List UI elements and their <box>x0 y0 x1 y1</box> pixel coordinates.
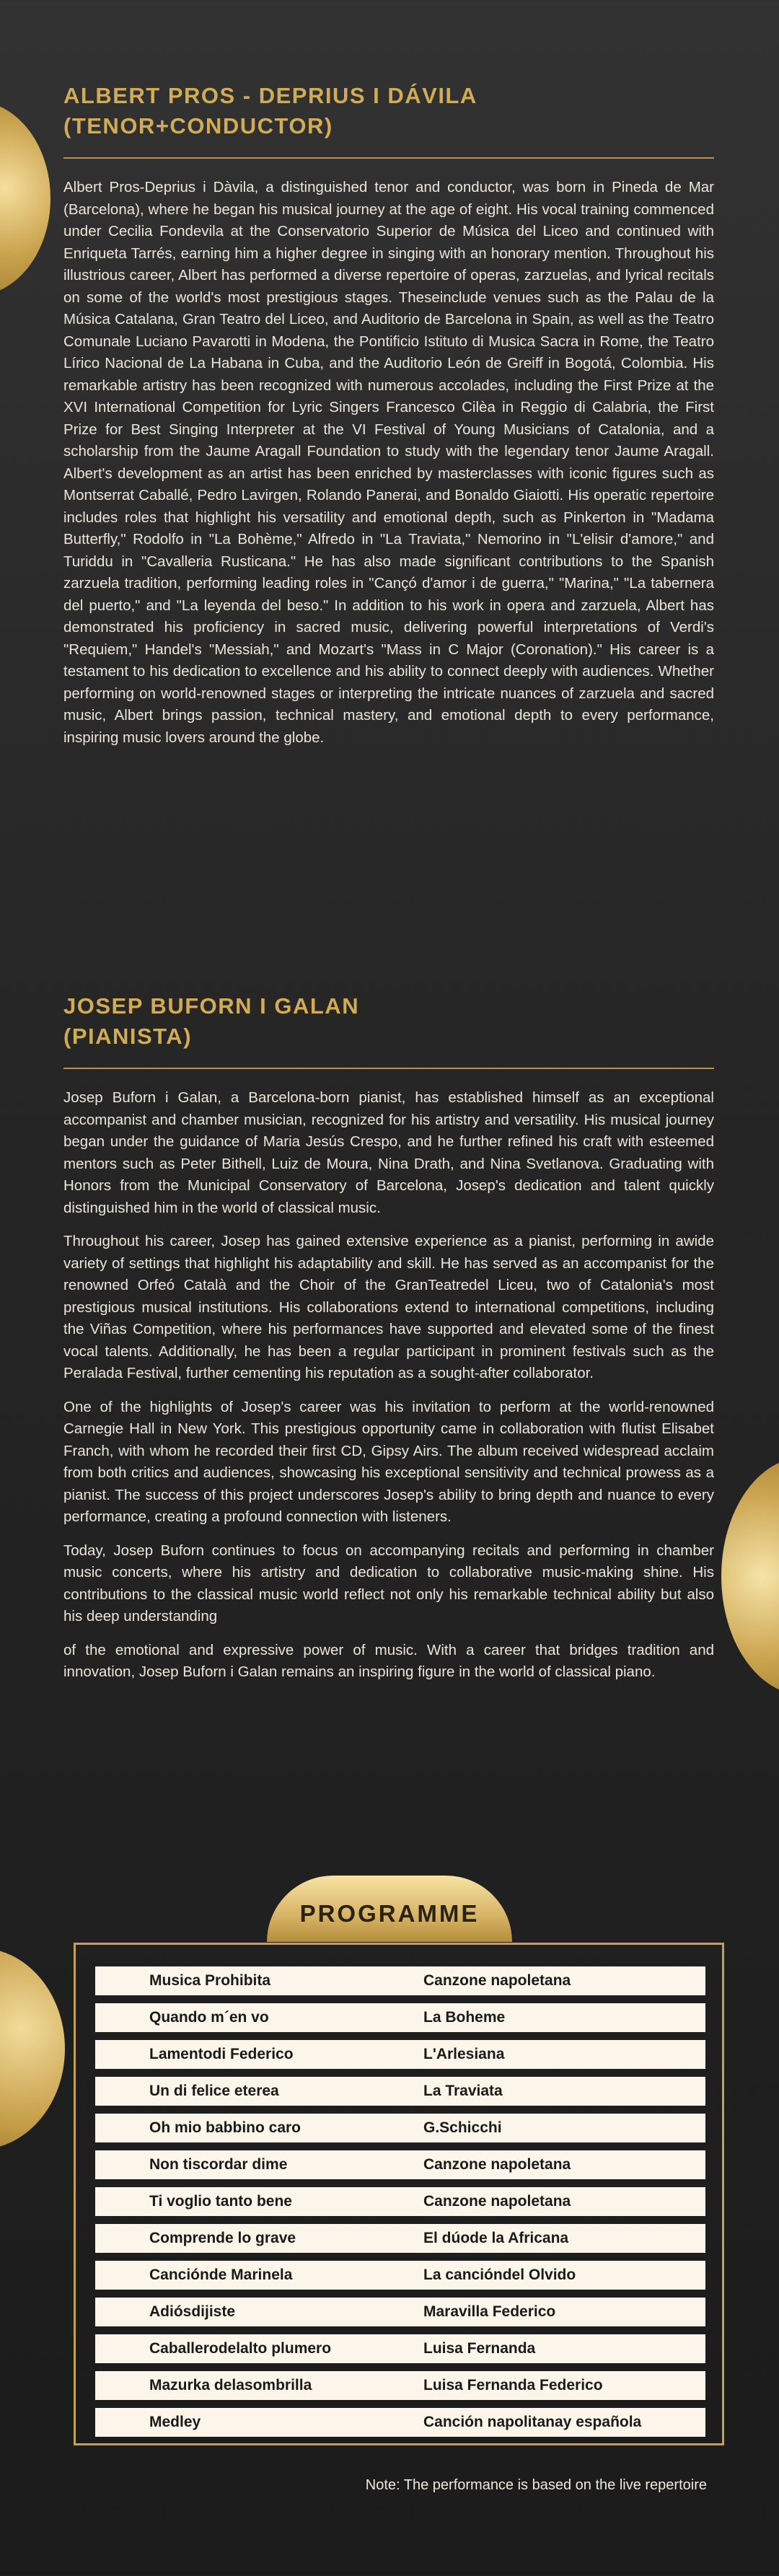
josep-divider <box>63 1068 714 1069</box>
gold-semicircle-decoration-left-bottom <box>0 1948 65 2150</box>
programme-row <box>95 2261 705 2290</box>
josep-bio-paragraph-3: One of the highlights of Josep's career was his invitation to perform at the world-renowned Carnegie Hall in New York. This prestigious opportunity came in collaboration with flutist Elisabet Franch, with whom he recorded their first CD, Gipsy Airs. The album received widespread acclaim from both critics and audiences, showcasing his exceptional sensitivity and technical prowess as a pianist. The success of this project underscores Josep's ability to bring depth and nuance to every performance, creating a profound connection with listeners. <box>63 1398 714 1525</box>
programme-title: PROGRAMME <box>299 1900 480 1927</box>
programme-genre: Luisa Fernanda Federico <box>423 2377 603 2393</box>
josep-bio-paragraph-1: Josep Buforn i Galan, a Barcelona-born pianist, has established himself as an exceptional accompanist and chamber musician, recognized for his artistry and versatility. His musical journey began under the guidance of Maria Jesús Crespo, and he further refined his craft with esteemed mentors such as Peter Bithell, Luiz de Moura, Nina Drath, and Nina Svetlanova. Graduating with Honors from the Municipal Conservatory of Barcelona, Josep's dedication and talent quickly distinguished him in the world of classical music. <box>63 1089 714 1216</box>
programme-genre: La Boheme <box>423 2009 506 2026</box>
programme-genre: L'Arlesiana <box>423 2046 505 2062</box>
programme-genre: Maravilla Federico <box>423 2303 556 2320</box>
programme-row <box>95 2408 705 2437</box>
programme-genre: Canzone napoletana <box>423 2193 571 2210</box>
programme-genre: Luisa Fernanda <box>423 2340 536 2357</box>
programme-row <box>95 2371 705 2400</box>
programme-piece: Un di felice eterea <box>149 2083 279 2099</box>
josep-bio-paragraph-5: of the emotional and expressive power of music. With a career that bridges tradition and innovation, Josep Buforn i Galan remains an inspiring figure in the world of classical piano. <box>63 1641 714 1680</box>
programme-piece: Ti voglio tanto bene <box>149 2193 292 2210</box>
josep-bio-paragraph-4: Today, Josep Buforn continues to focus on accompanying recitals and performing in chamber music concerts, where his artistry and dedication to collaborative music-making shine. His contributions to the classical music world reflect not only his remarkable technical ability but also his deep understanding <box>63 1542 714 1625</box>
josep-role: (PIANISTA) <box>63 1024 193 1049</box>
programme-piece: Musica Prohibita <box>149 1972 271 1989</box>
programme-row <box>95 2224 705 2253</box>
josep-header <box>63 991 714 1052</box>
programme-piece: Adiósdijiste <box>149 2303 236 2320</box>
programme-genre: La cancióndel Olvido <box>423 2267 576 2283</box>
josep-bio-paragraph-2: Throughout his career, Josep has gained extensive experience as a pianist, performing in awide variety of settings that highlight his adaptability and skill. He has served as an accompanist for the renowned Orfeó Català and the Choir of the GranTeatredel Liceu, two of Catalonia's most prestigious musical institutions. His collaborations extend to international competitions, including the Viñas Competition, where his performances have supported and elevated some of the finest vocal talents. Additionally, he has been a regular participant in prominent festivals such as the Peralada Festival, further cementing his reputation as a sought-after collaborator. <box>63 1233 714 1381</box>
programme-row <box>95 2334 705 2363</box>
programme-note: Note: The performance is based on the live repertoire <box>365 2477 707 2493</box>
programme-genre: El dúode la Africana <box>423 2230 569 2246</box>
albert-name: ALBERT PROS - DEPRIUS I DÁVILA <box>63 83 477 108</box>
albert-role: (TENOR+CONDUCTOR) <box>63 113 333 139</box>
programme-piece: Mazurka delasombrilla <box>149 2377 312 2393</box>
programme-piece: Lamentodi Federico <box>149 2046 294 2062</box>
programme-row <box>95 1966 705 1995</box>
programme-genre: Canzone napoletana <box>423 1972 571 1989</box>
programme-row <box>95 2298 705 2326</box>
programme-row <box>95 2150 705 2179</box>
albert-divider <box>63 157 714 159</box>
programme-row <box>95 2114 705 2142</box>
albert-header <box>63 81 714 141</box>
josep-bio <box>63 1087 714 1695</box>
programme-piece: Oh mio babbino caro <box>149 2119 302 2136</box>
albert-bio-paragraph: Albert Pros-Deprius i Dàvila, a distinguished tenor and conductor, was born in Pineda de Mar (Barcelona), where he began his musical journey at the age of eight. His vocal training commenced under Cecilia Fondevila at the Conservatorio Superior de Música del Liceo and continued with Enriqueta Tarrés, earning him a higher degree in singing with an honorary mention. Throughout his illustrious career, Albert has performed a diverse repertoire of operas, zarzuelas, and lyrical recitals on some of the world's most prestigious stages. Theseinclude venues such as the Palau de la Música Catalana, Gran Teatro del Liceo, and Auditorio de Barcelona in Spain, as well as the Teatro Comunale Luciano Pavarotti in Modena, the Pontificio Istituto di Musica Sacra in Rome, the Teatro Lírico Nacional de La Habana in Cuba, and the Auditorio León de Greiff in Bogotá, Colombia. His remarkable artistry has been recognized with numerous accolades, including the First Prize at the XVI International Competition for Lyric Singers Francesco Cilèa in Reggio di Calabria, the First Prize for Best Singing Interpreter at the VI Festival of Young Musicians of Catalonia, and a scholarship from the Jaume Aragall Foundation to study with the legendary tenor Jaume Aragall. Albert's development as an artist has been enriched by masterclasses with iconic figures such as Montserrat Caballé, Pedro Lavirgen, Rolando Panerai, and Bonaldo Giaiotti. His operatic repertoire includes roles that highlight his versatility and emotional depth, such as Pinkerton in "Madama Butterfly," Rodolfo in "La Bohème," Alfredo in "La Traviata," Nemorino in "L'elisir d'amore," and Turiddu in "Cavalleria Rusticana." He has also made significant contributions to the Spanish zarzuela tradition, performing leading roles in "Cançó d'amor i de guerra," "Marina," "La tabernera del puerto," and "La leyenda del beso." In addition to his work in opera and zarzuela, Albert has demonstrated his proficiency in sacred music, delivering powerful interpretations of Verdi's "Requiem," Handel's "Messiah," and Mozart's "Mass in C Major (Coronation)." His career is a testament to his dedication to excellence and his ability to connect deeply with audiences. Whether performing on world-renowned stages or interpreting the intricate nuances of zarzuela and sacred music, Albert brings passion, technical mastery, and emotional depth to every performance, inspiring music lovers around the globe. <box>63 179 714 746</box>
programme-row <box>95 2187 705 2216</box>
programme-piece: Quando m´en vo <box>149 2009 269 2026</box>
programme-piece: Caballerodelalto plumero <box>149 2340 332 2357</box>
programme-piece: Medley <box>149 2414 201 2430</box>
gold-semicircle-decoration-left-top <box>0 101 50 296</box>
gold-semicircle-decoration-right <box>721 1457 779 1695</box>
programme-genre: La Traviata <box>423 2083 503 2099</box>
programme-piece: Canciónde Marinela <box>149 2267 293 2283</box>
programme-row <box>95 2077 705 2106</box>
albert-bio <box>63 177 714 760</box>
programme-piece: Comprende lo grave <box>149 2230 296 2246</box>
programme-genre: Canción napolitanay española <box>423 2414 642 2430</box>
programme-row <box>95 2040 705 2069</box>
josep-name: JOSEP BUFORN I GALAN <box>63 993 360 1019</box>
programme-genre: G.Schicchi <box>423 2119 502 2136</box>
programme-row <box>95 2003 705 2032</box>
programme-genre: Canzone napoletana <box>423 2156 571 2173</box>
programme-piece: Non tiscordar dime <box>149 2156 288 2173</box>
